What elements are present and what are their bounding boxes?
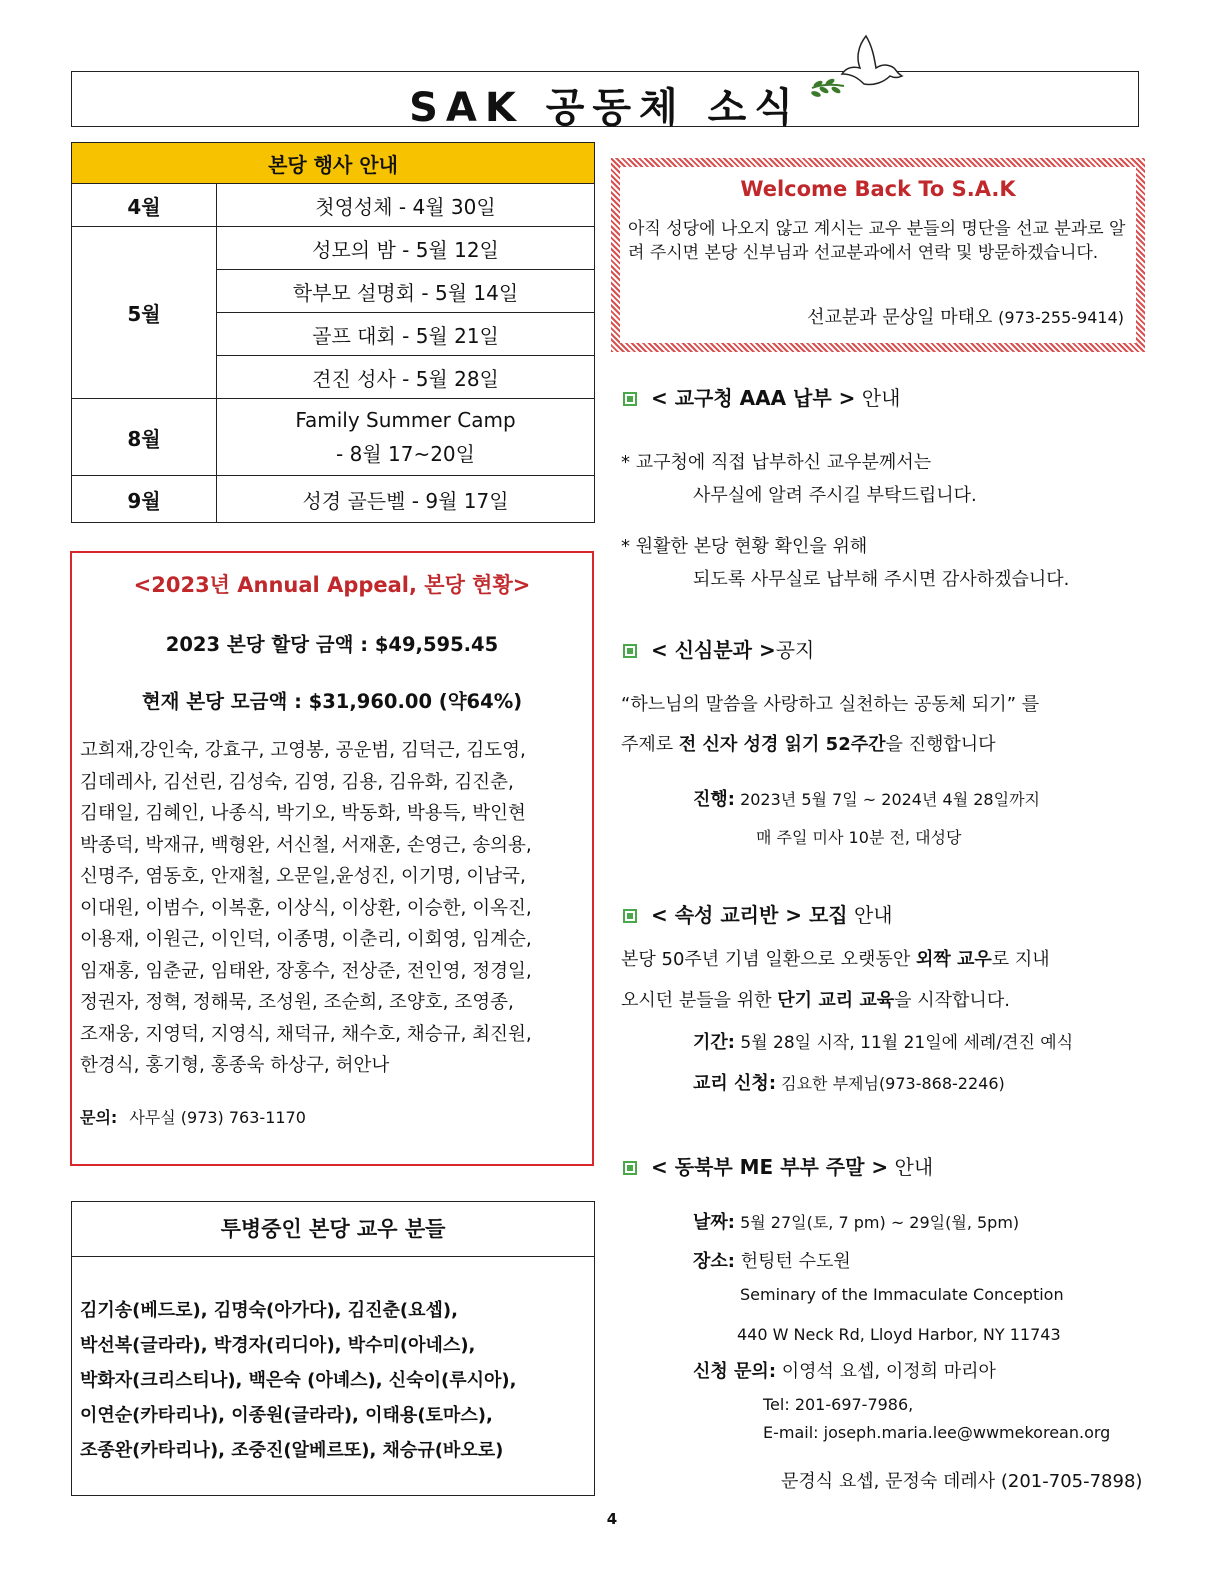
- aaa-heading-bold: < 교구청 AAA 납부 >: [651, 386, 856, 410]
- date-value: 5월 27일(토, 7 pm) ~ 29일(월, 5pm): [734, 1213, 1020, 1232]
- me-tel: Tel: 201-697-7986,: [763, 1395, 914, 1414]
- faith-heading: [623, 634, 814, 663]
- me-extra-contact: 문경식 요셉, 문정숙 데레사 (201-705-7898): [781, 1471, 1143, 1492]
- text-bold: 외짝 교우: [915, 949, 992, 970]
- names-line: 신명주, 염동호, 안재철, 오문일,윤성진, 이기명, 이남국,: [80, 866, 526, 887]
- me-place: [693, 1247, 851, 1273]
- text-span: 을 진행합니다: [885, 734, 996, 755]
- faith-period-2: 매 주일 미사 10분 전, 대성당: [756, 828, 962, 847]
- sick-line: 박화자(크리스티나), 백은숙 (아녜스), 신숙이(루시아),: [80, 1370, 517, 1391]
- names-line: 이용재, 이원근, 이인덕, 이종명, 이춘리, 이회영, 임계순,: [80, 929, 532, 950]
- aaa-line: * 교구청에 직접 납부하신 교우분께서는: [621, 452, 932, 473]
- catechism-heading-rest: 안내: [847, 903, 893, 927]
- events-header: 본당 행사 안내: [72, 143, 595, 184]
- apply-value: 김요한 부제님(973-868-2246): [776, 1074, 1005, 1093]
- dove-icon: [808, 28, 908, 108]
- text-bold: 전 신자 성경 읽기 52주간: [678, 734, 886, 755]
- month-cell: 4월: [72, 184, 217, 227]
- sick-list: [72, 1257, 594, 1468]
- date-label: 날짜:: [693, 1212, 735, 1233]
- welcome-title: Welcome Back To S.A.K: [740, 177, 1016, 201]
- catechism-apply: [693, 1069, 1005, 1095]
- square-bullet-icon: [623, 392, 637, 406]
- events-table: [71, 142, 595, 523]
- contact-value: 사무실 (973) 763-1170: [129, 1108, 306, 1127]
- event-line: - 8월 17~20일: [336, 442, 475, 466]
- names-line: 한경식, 홍기형, 홍종욱 하상구, 허안나: [80, 1055, 390, 1076]
- contact-value: 이영석 요셉, 이정희 마리아: [776, 1361, 996, 1382]
- period-value: 5월 28일 시작, 11월 21일에 세례/견진 예식: [734, 1033, 1074, 1053]
- event-cell: 견진 성사 - 5월 28일: [217, 356, 595, 399]
- page-number: 4: [606, 1510, 618, 1528]
- period-value: 2023년 5월 7일 ~ 2024년 4월 28일까지: [734, 790, 1040, 809]
- catechism-period: [693, 1028, 1073, 1054]
- aaa-heading: [623, 382, 900, 411]
- names-line: 고희재,강인숙, 강효구, 고영봉, 공운범, 김덕근, 김도영,: [80, 740, 526, 761]
- appeal-raised: 현재 본당 모금액 : $31,960.00 (약64%): [141, 690, 523, 713]
- me-date: [693, 1208, 1019, 1234]
- aaa-line: 되도록 사무실로 납부해 주시면 감사하겠습니다.: [693, 569, 1070, 590]
- sick-title: 투병중인 본당 교우 분들: [72, 1202, 594, 1257]
- event-cell: [217, 399, 595, 476]
- me-heading-rest: 안내: [888, 1155, 934, 1179]
- period-label: 기간:: [693, 1032, 735, 1053]
- faith-line: [621, 730, 996, 756]
- faith-heading-bold: < 신심분과 >: [651, 638, 776, 662]
- welcome-back-box: [611, 158, 1145, 352]
- aaa-line: * 원활한 본당 현황 확인을 위해: [621, 536, 868, 557]
- faith-period: [693, 785, 1040, 811]
- names-line: 조재웅, 지영덕, 지영식, 채덕규, 채수호, 채승규, 최진원,: [80, 1023, 532, 1045]
- square-bullet-icon: [623, 909, 637, 923]
- period-label: 진행:: [693, 789, 735, 810]
- names-line: 임재홍, 임춘균, 임태완, 장홍수, 전상준, 전인영, 정경일,: [80, 960, 532, 982]
- names-line: 정권자, 정혁, 정해묵, 조성원, 조순희, 조양호, 조영종,: [80, 992, 514, 1013]
- me-place-line: Seminary of the Immaculate Conception: [740, 1285, 1064, 1304]
- annual-appeal-box: [70, 551, 594, 1166]
- contact-label: 신청 문의:: [693, 1361, 777, 1382]
- me-heading-bold: < 동북부 ME 부부 주말 >: [651, 1155, 889, 1179]
- me-heading: [623, 1151, 933, 1180]
- place-value: 헌팅턴 수도원: [734, 1251, 851, 1272]
- month-cell: 5월: [72, 227, 217, 399]
- place-label: 장소:: [693, 1251, 735, 1272]
- event-cell: 성경 골든벨 - 9월 17일: [217, 476, 595, 523]
- welcome-body: 아직 성당에 나오지 않고 계시는 교우 분들의 명단을 선교 분과로 알려 주시면 본당 신부님과 선교분과에서 연락 및 방문하겠습니다.: [628, 219, 1126, 263]
- catechism-heading-bold: < 속성 교리반 > 모집: [651, 903, 848, 927]
- text-span: 을 시작합니다.: [894, 990, 1010, 1011]
- welcome-phone: (973-255-9414): [998, 308, 1124, 327]
- names-line: 김데레사, 김선린, 김성숙, 김영, 김용, 김유화, 김진춘,: [80, 771, 514, 793]
- month-cell: 8월: [72, 399, 217, 476]
- appeal-allocation: 2023 본당 할당 금액 : $49,595.45: [165, 633, 499, 656]
- faith-quote: “하느님의 말씀을 사랑하고 실천하는 공동체 되기” 를: [621, 694, 1040, 715]
- welcome-signature: [807, 303, 1124, 329]
- me-place-line: 440 W Neck Rd, Lloyd Harbor, NY 11743: [737, 1325, 1061, 1344]
- welcome-sign-name: 선교분과 문상일 마태오: [807, 307, 993, 328]
- contact-label: 문의:: [80, 1108, 118, 1127]
- event-cell: 첫영성체 - 4월 30일: [217, 184, 595, 227]
- aaa-heading-rest: 안내: [855, 386, 901, 410]
- text-span: 로 지내: [991, 949, 1050, 970]
- sick-line: 이연순(카타리나), 이종원(글라라), 이태용(토마스),: [80, 1405, 493, 1426]
- appeal-contact: [80, 1105, 306, 1128]
- names-line: 박종덕, 박재규, 백형완, 서신철, 서재훈, 손영근, 송의용,: [80, 834, 532, 856]
- text-bold: 단기 교리 교육: [777, 990, 895, 1011]
- catechism-line: [621, 945, 1050, 971]
- square-bullet-icon: [623, 1161, 637, 1175]
- text-span: 주제로: [621, 734, 679, 755]
- appeal-title: <2023년 Annual Appeal, 본당 현황>: [133, 573, 531, 597]
- apply-label: 교리 신청:: [693, 1073, 777, 1094]
- event-line: Family Summer Camp: [295, 408, 516, 432]
- me-contact: [693, 1357, 996, 1383]
- names-line: 이대원, 이범수, 이복훈, 이상식, 이상환, 이승한, 이옥진,: [80, 897, 532, 919]
- aaa-line: 사무실에 알려 주시길 부탁드립니다.: [693, 485, 977, 506]
- title-box: [71, 71, 1139, 131]
- sick-line: 김기송(베드로), 김명숙(아가다), 김진춘(요셉),: [80, 1300, 459, 1321]
- sick-parishioners-box: [71, 1201, 595, 1496]
- catechism-line: [621, 986, 1010, 1012]
- sick-line: 박선복(글라라), 박경자(리디아), 박수미(아네스),: [80, 1335, 476, 1356]
- event-cell: 성모의 밤 - 5월 12일: [217, 227, 595, 270]
- square-bullet-icon: [623, 644, 637, 658]
- sick-line: 조종완(카타리나), 조중진(알베르또), 채승규(바오로): [80, 1440, 504, 1461]
- me-email[interactable]: E-mail: joseph.maria.lee@wwmekorean.org: [763, 1423, 1111, 1442]
- names-line: 김태일, 김혜인, 나종식, 박기오, 박동화, 박용득, 박인현: [80, 803, 526, 824]
- event-cell: 학부모 설명회 - 5월 14일: [217, 270, 595, 313]
- catechism-heading: [623, 899, 893, 928]
- text-span: 본당 50주년 기념 일환으로 오랫동안: [621, 949, 916, 970]
- event-cell: 골프 대회 - 5월 21일: [217, 313, 595, 356]
- appeal-names: [80, 735, 585, 1082]
- month-cell: 9월: [72, 476, 217, 523]
- text-span: 오시던 분들을 위한: [621, 990, 778, 1011]
- page-title: SAK 공동체 소식: [409, 85, 801, 131]
- faith-heading-rest: 공지: [775, 638, 815, 662]
